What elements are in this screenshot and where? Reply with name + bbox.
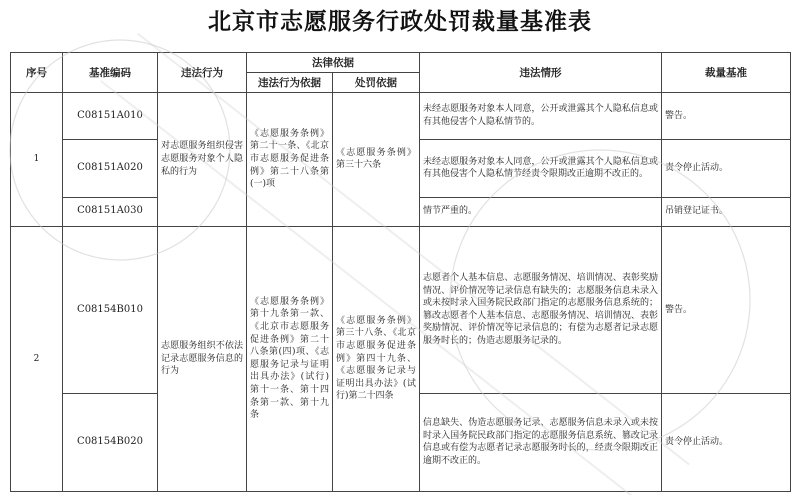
standard-code: C08154B010 <box>63 226 158 393</box>
discretion-standard-table <box>10 52 791 492</box>
violation-basis: 《志愿服务条例》第二十一条、《北京市志愿服务促进条例》第二十八条第(一)项 <box>247 93 333 227</box>
header-standard: 裁量基准 <box>662 53 791 93</box>
table-row <box>11 226 791 393</box>
header-legal-basis: 法律依据 <box>247 53 420 73</box>
violation-circumstance: 志愿者个人基本信息、志愿服务情况、培训情况、表彰奖励情况、评价情况等记录信息有缺失的；志愿服务信息未录入或未按时录入国务院民政部门指定的志愿服务信息系统的；篡改志愿者个人基本信息、志愿服务情况、培训情况、表彰奖励情况、评价情况等记录信息的；有偿为志愿者记录志愿服务时长的；伪造志愿服务记录的。 <box>420 226 662 393</box>
row-index: 1 <box>11 93 63 227</box>
violation-circumstance: 情节严重的。 <box>420 197 662 226</box>
violation-behavior: 志愿服务组织不依法记录志愿服务信息的行为 <box>158 226 247 491</box>
discretion-standard: 责令停止活动。 <box>662 393 791 491</box>
row-index: 2 <box>11 226 63 491</box>
standard-code: C08151A020 <box>63 139 158 197</box>
header-index: 序号 <box>11 53 63 93</box>
violation-circumstance: 未经志愿服务对象本人同意，公开或泄露其个人隐私信息或有其他侵害个人隐私情节的。 <box>420 93 662 140</box>
header-behavior: 违法行为 <box>158 53 247 93</box>
standard-code: C08154B020 <box>63 393 158 491</box>
header-penalty-basis: 处罚依据 <box>333 73 420 93</box>
header-violation-basis: 违法行为依据 <box>247 73 333 93</box>
standard-code: C08151A030 <box>63 197 158 226</box>
penalty-basis: 《志愿服务条例》第三十八条、《北京市志愿服务促进条例》第四十九条、《志愿服务记录与证明出具办法》(试行)第二十四条 <box>333 226 420 491</box>
discretion-standard: 警告。 <box>662 226 791 393</box>
violation-circumstance: 未经志愿服务对象本人同意，公开或泄露其个人隐私信息或有其他侵害个人隐私情节经责令限期改正逾期不改正的。 <box>420 139 662 197</box>
violation-basis: 《志愿服务条例》第十九条第一款、《北京市志愿服务促进条例》第二十八条第(四)项、《志愿服务记录与证明出具办法》(试行)第十一条、第十四条第一款、第十九条 <box>247 226 333 491</box>
discretion-standard: 吊销登记证书。 <box>662 197 791 226</box>
violation-circumstance: 信息缺失、伪造志愿服务记录、志愿服务信息未录入或未按时录入国务院民政部门指定的志愿服务信息系统、篡改记录信息或有偿为志愿者记录志愿服务时长的，经责令限期改正逾期不改正的。 <box>420 393 662 491</box>
discretion-standard: 警告。 <box>662 93 791 140</box>
penalty-basis: 《志愿服务条例》第三十六条 <box>333 93 420 227</box>
standard-code: C08151A010 <box>63 93 158 140</box>
page-title: 北京市志愿服务行政处罚裁量基准表 <box>208 9 592 35</box>
header-code: 基准编码 <box>63 53 158 93</box>
discretion-standard: 责令停止活动。 <box>662 139 791 197</box>
header-circumstance: 违法情形 <box>420 53 662 93</box>
violation-behavior: 对志愿服务组织侵害志愿服务对象个人隐私的行为 <box>158 93 247 227</box>
table-row <box>11 93 791 140</box>
